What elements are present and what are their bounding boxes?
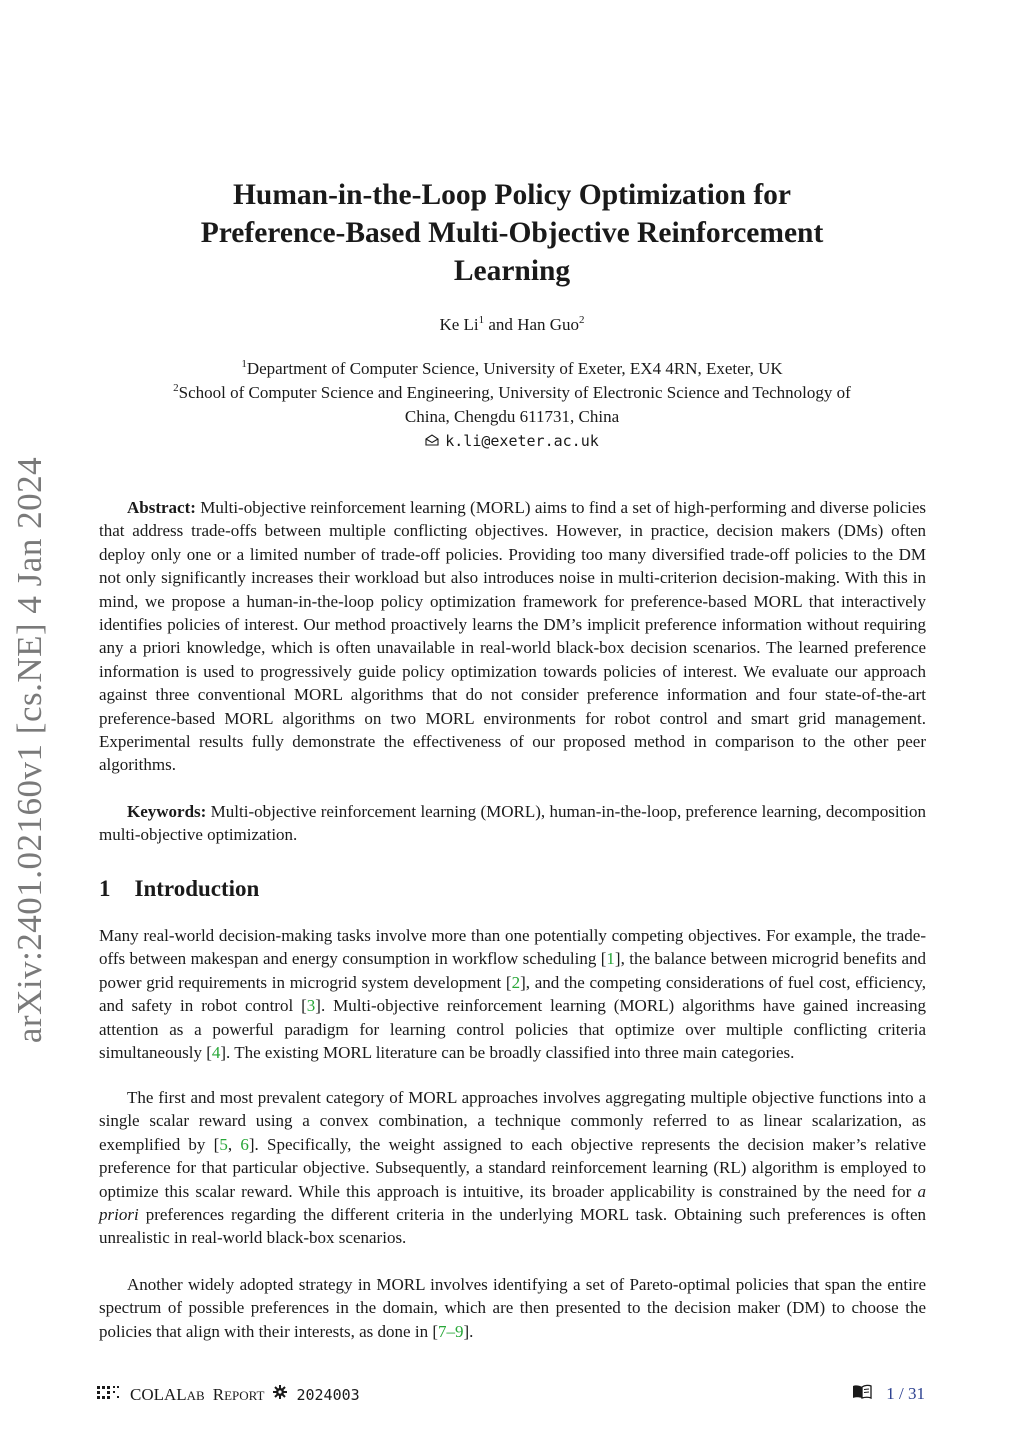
- section-title: Introduction: [134, 876, 260, 901]
- affiliation-1: $^1$Department of Computer Science, University of Exeter, EX4 4RN, Exeter, UK: [241, 358, 783, 378]
- author-affiliation-mark: 1: [478, 314, 485, 326]
- author-list: [100, 313, 924, 337]
- page-number[interactable]: 1 / 31: [886, 1384, 925, 1403]
- lab-name: COLALAB: [130, 1384, 205, 1404]
- author-conjunction: and: [488, 315, 513, 334]
- section-number: 1: [99, 876, 111, 901]
- abstract-label: Abstract:: [127, 498, 196, 517]
- keywords-label: Keywords:: [127, 802, 207, 821]
- affiliation-2: $^2$School of Computer Science and Engineering, University of Electronic Science and Technology of: [173, 382, 851, 402]
- emphasis-a-priori: a priori: [99, 1181, 926, 1225]
- abstract-text: Multi-objective reinforcement learning (MORL) aims to find a set of high-performing and diverse policies that address trade-offs between multiple conflicting objectives. However, in practice, decision makers (DMs) often deploy only one or a limited number of trade-off policies. Providing too many diversified trade-off policies to the DM not only significantly increases their workload but also introduces noise in multi-criterion decision-making. With this in mind, we propose a human-in-the-loop policy optimization framework for preference-based MORL that interactively identifies policies of interest. Our method proactively learns the DM’s implicit preference information without requiring any a priori knowledge, which is often unavailable in real-world black-box decision scenarios. The learned preference information is used to progressively guide policy optimization towards policies of interest. We evaluate our approach against three conventional MORL algorithms that do not consider preference information and four state-of-the-art preference-based MORL algorithms on two MORL environments for robot control and smart grid management. Experimental results fully demonstrate the effectiveness of our proposed method in comparison to the other peer algorithms.: [99, 498, 927, 775]
- arxiv-identifier-text: arXiv:2401.02160v1 [cs.NE] 4 Jan 2024: [10, 456, 49, 1044]
- citation-link[interactable]: 2: [511, 972, 521, 992]
- title-line-3: Learning: [453, 255, 571, 287]
- email-line: [100, 429, 924, 453]
- keywords-text: Multi-objective reinforcement learning (MORL), human-in-the-loop, preference learning, decomposition multi-objective optimization.: [99, 802, 926, 845]
- intro-paragraph-2: The first and most prevalent category of MORL approaches involves aggregating multiple objective functions into a single scalar reward using a convex combination, a technique commonly referred to as linear scalarization, as exemplified by [5, 6]. Specifically, the weight assigned to each objective represents the decision maker’s relative preference for that particular objective. Subsequently, a standard reinforcement learning (RL) algorithm is employed to optimize this scalar reward. While this approach is intuitive, its broader applicability is constrained by the need for a priori preferences regarding the different criteria in the underlying MORL task. Obtaining such preferences is often unrealistic in real-world black-box scenarios.: [99, 1088, 926, 1248]
- corresponding-email-link[interactable]: k.li@exeter.ac.uk: [445, 432, 599, 450]
- lab-logo-icon: [96, 1384, 122, 1405]
- footer-report-label: [96, 1384, 360, 1405]
- keywords-paragraph: [99, 800, 926, 847]
- citation-link[interactable]: 1: [606, 949, 615, 969]
- section-heading: [99, 876, 259, 902]
- affiliation-mark: 1: [241, 358, 247, 370]
- affiliations: [100, 357, 924, 453]
- book-icon: [852, 1384, 872, 1404]
- abstract-paragraph: [99, 496, 926, 777]
- gear-icon: [272, 1384, 288, 1405]
- author-name: Han Guo: [517, 315, 580, 334]
- report-label: REPORT: [212, 1384, 265, 1404]
- affiliation-2-cont: China, Chengdu 611731, China: [404, 407, 620, 426]
- title-line-1: Human-in-the-Loop Policy Optimization for: [232, 179, 792, 211]
- paper-title: [100, 176, 924, 290]
- intro-paragraph-3: Another widely adopted strategy in MORL involves identifying a set of Pareto-optimal policies that span the entire spectrum of possible preferences in the domain, which are then presented to the decision maker (DM) to choose the policies that align with their interests, as done in [7–9].: [99, 1275, 926, 1341]
- citation-link[interactable]: 3: [306, 996, 316, 1016]
- footer-page-info: [852, 1384, 925, 1404]
- author-name: Ke Li: [439, 315, 479, 334]
- author-affiliation-mark: 2: [579, 314, 585, 326]
- title-line-2: Preference-Based Multi-Objective Reinforcement: [200, 217, 824, 249]
- citation-link[interactable]: 6: [240, 1134, 249, 1154]
- affiliation-mark: 2: [173, 382, 179, 394]
- intro-paragraph-1: Many real-world decision-making tasks involve more than one potentially competing objectives. For example, the trade-offs between makespan and energy consumption in workflow scheduling [1], the balance between microgrid benefits and power grid requirements in microgrid system development [2], and the competing considerations of fuel cost, efficiency, and safety in robot control [3]. Multi-objective reinforcement learning (MORL) algorithms have gained increasing attention as a powerful paradigm for learning control policies that optimize over multiple conflicting criteria simultaneously [4]. The existing MORL literature can be broadly classified into three main categories.: [99, 926, 927, 1063]
- email-icon: [425, 429, 439, 453]
- citation-link[interactable]: 7–9: [437, 1321, 464, 1341]
- report-number: 2024003: [296, 1385, 360, 1404]
- citation-link[interactable]: 5: [219, 1134, 228, 1154]
- citation-link[interactable]: 4: [211, 1043, 221, 1063]
